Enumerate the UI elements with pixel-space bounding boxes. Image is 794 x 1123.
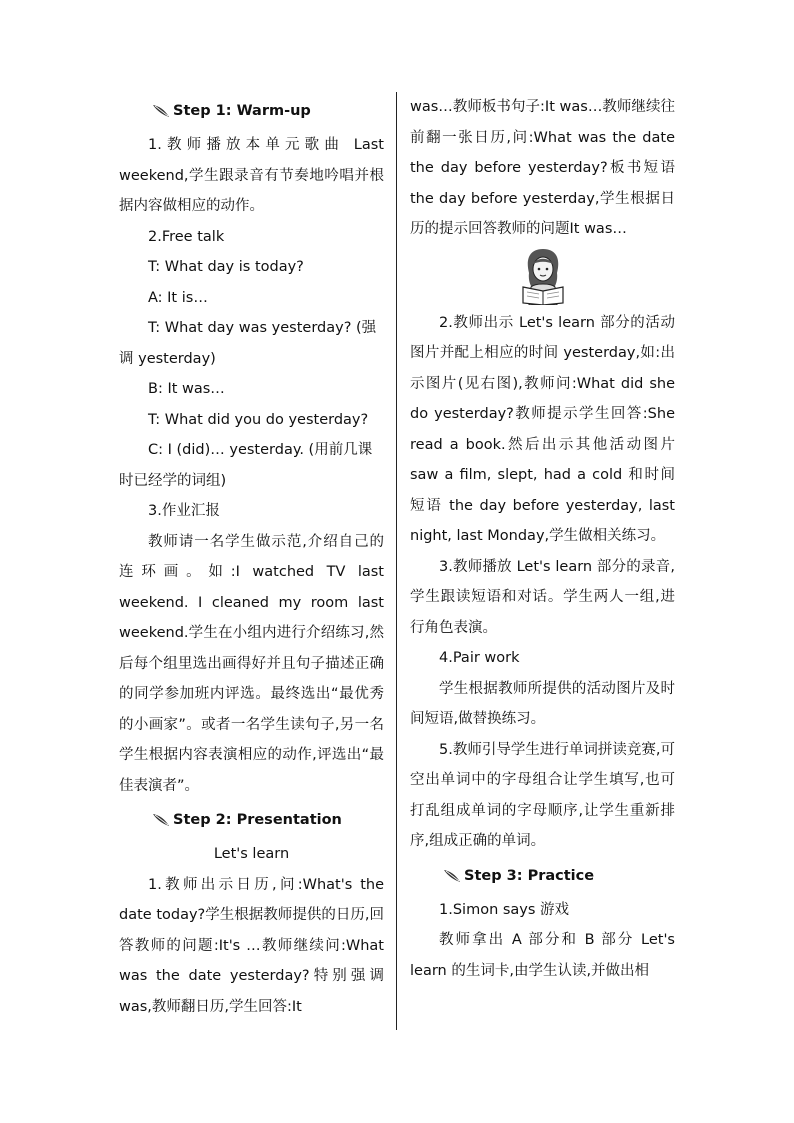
step2-title: Step 2: Presentation [173, 812, 342, 828]
dialogue-line: T: What day was yesterday? (强调 yesterday) [119, 320, 377, 367]
step2-heading [119, 801, 384, 839]
column-divider [396, 92, 397, 1030]
girl-reading-illustration [410, 245, 675, 308]
dialogue-line: B: It was… [148, 381, 225, 397]
paragraph: 5.教师引导学生进行单词拼读竞赛,可空出单词中的字母组合让学生填写,也可打乱组成单词的字母顺序,让学生重新排序,组成正确的单词。 [410, 741, 675, 849]
right-column [410, 92, 675, 986]
paragraph: 1.教师出示日历,问:What's the date today?学生根据教师提供的日历,回答教师的问题:It's …教师继续问:What was the date yesterday?特别强调 was,教师翻日历,学生回答:It [119, 876, 384, 1015]
paragraph: 学生根据教师所提供的活动图片及时间短语,做替换练习。 [410, 680, 675, 727]
step1-title: Step 1: Warm-up [173, 103, 311, 119]
paragraph: 教师拿出 A 部分和 B 部分 Let's learn 的生词卡,由学生认读,并做出相 [410, 932, 675, 979]
quill-icon [442, 868, 462, 884]
paragraph: 4.Pair work [439, 650, 520, 666]
paragraph: 1.教师播放本单元歌曲 Last weekend,学生跟录音有节奏地吟唱并根据内容做相应的动作。 [119, 137, 384, 214]
paragraph: 2.Free talk [148, 228, 225, 245]
quill-icon [151, 812, 171, 828]
quill-icon [151, 103, 171, 119]
step1-heading [119, 92, 384, 130]
section-subtitle: Let's learn [213, 846, 290, 862]
step3-title: Step 3: Practice [464, 867, 595, 884]
dialogue-line: C: I (did)… yesterday. (用前几课时已经学的词组) [119, 442, 373, 489]
paragraph: 3.教师播放 Let's learn 部分的录音,学生跟读短语和对话。学生两人一组,进行角色表演。 [410, 558, 675, 636]
paragraph: 1.Simon says 游戏 [439, 901, 570, 918]
paragraph: 3.作业汇报 [148, 503, 220, 519]
dialogue-line: A: It is… [148, 289, 208, 306]
left-column [119, 92, 384, 1022]
step3-heading [410, 857, 675, 895]
dialogue-line: T: What did you do yesterday? [148, 411, 369, 428]
dialogue-line: T: What day is today? [148, 259, 304, 275]
girl-reading-book-icon [517, 247, 569, 305]
paragraph: 教师请一名学生做示范,介绍自己的连环画。如:I watched TV last weekend. I cleaned my room last weekend.学生在小组内进行介绍练习,然后每个组里选出画得好并且句子描述正确的同学参加班内评选。最终选出“最优秀的小画家”。或者一名学生读句子,另一名学生根据内容表演相应的动作,评选出“最佳表演者”。 [119, 533, 384, 794]
paragraph: 2.教师出示 Let's learn 部分的活动图片并配上相应的时间 yesterday,如:出示图片(见右图),教师问:What did she do yesterday?教师提示学生回答:She read a book.然后出示其他活动图片 saw a film, slept, had a cold 和时间短语 the day before yesterday, last night, last Monday,学生做相关练习。 [410, 314, 675, 544]
paragraph: was…教师板书句子:It was…教师继续往前翻一张日历,问:What was the date the day before yesterday?板书短语 the day before yesterday,学生根据日历的提示回答教师的问题It was… [410, 99, 675, 237]
